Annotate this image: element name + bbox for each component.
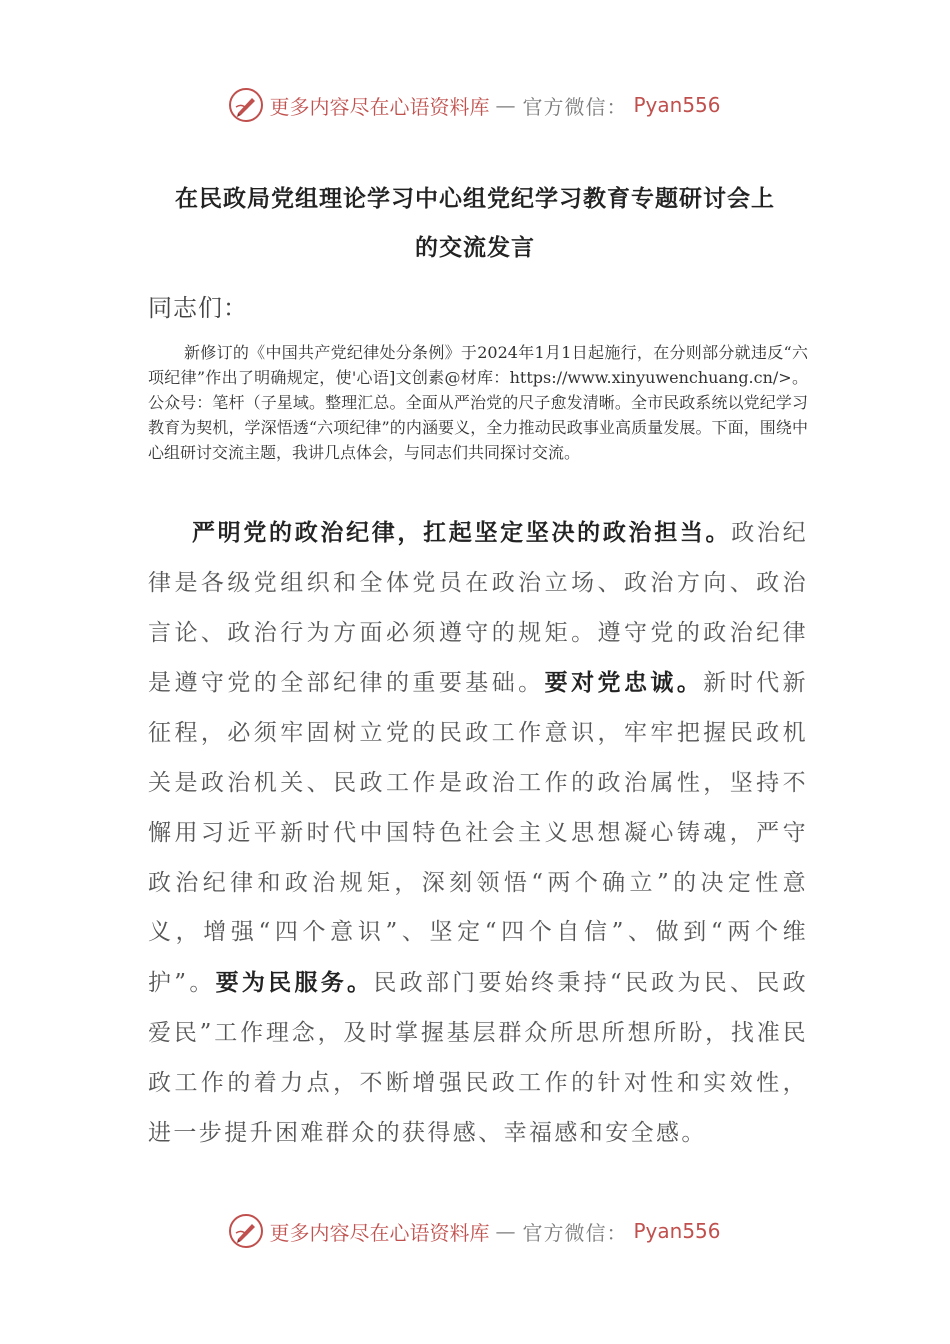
greeting: 同志们： bbox=[148, 294, 248, 322]
body-paragraph bbox=[148, 508, 808, 1158]
section-heading: 严明党的政治纪律，扛起坚定坚决的政治担当。 bbox=[192, 519, 732, 546]
watermark-main-text: 更多内容尽在心语资料库 bbox=[269, 1220, 490, 1245]
point-heading-service: 要为民服务。 bbox=[215, 969, 374, 997]
watermark-wechat-id: Pyan556 bbox=[633, 1219, 721, 1243]
watermark-side-text: 官方微信： bbox=[522, 1220, 628, 1245]
pen-logo-icon bbox=[229, 1214, 263, 1248]
watermark-main-text: 更多内容尽在心语资料库 bbox=[269, 94, 490, 119]
watermark-wechat-id: Pyan556 bbox=[633, 93, 721, 117]
watermark-header bbox=[0, 82, 950, 128]
intro-paragraph: 新修订的《中国共产党纪律处分条例》于2024年1月1日起施行，在分则部分就违反“六项纪律”作出了明确规定，使'心语]文创素@材库：https://www.xinyuwenchuang.cn/>。公众号：笔杆（子星域。整理汇总。全面从严治党的尺子愈发清晰。全市民政系统以党纪学习教育为契机，学深悟透“六项纪律”的内涵要义，全力推动民政事业高质量发展。下面，围绕中心组研讨交流主题，我讲几点体会，与同志们共同探讨交流。 bbox=[148, 343, 808, 462]
pen-logo-icon bbox=[229, 88, 263, 122]
watermark-dash: — bbox=[495, 1219, 517, 1243]
watermark-dash: — bbox=[495, 93, 517, 117]
document-title-line-1: 在民政局党组理论学习中心组党纪学习教育专题研讨会上 bbox=[175, 185, 775, 212]
watermark-footer bbox=[0, 1208, 950, 1254]
point-heading-loyalty: 要对党忠诚。 bbox=[544, 669, 704, 697]
body-text-1: 政治纪律是各级党组织和全体党员在政治立场、政治方向、政治言论、政治行为方面必须遵守的规矩。遵守党的政治纪律是遵守党的全部纪律的重要基础。 bbox=[148, 520, 809, 697]
watermark-side-text: 官方微信： bbox=[522, 94, 628, 119]
body-text-3: 民政部门要始终秉持“民政为民、民政爱民”工作理念，及时掌握基层群众所思所想所盼，找准民政工作的着力点，不断增强民政工作的针对性和实效性，进一步提升困难群众的获得感、幸福感和安全感。 bbox=[148, 970, 808, 1146]
document-title-line-2: 的交流发言 bbox=[415, 234, 535, 261]
body-text-2: 新时代新征程，必须牢固树立党的民政工作意识，牢牢把握民政机关是政治机关、民政工作是政治工作的政治属性，坚持不懈用习近平新时代中国特色社会主义思想凝心铸魂，严守政治纪律和政治规矩，深刻领悟“两个确立”的决定性意义，增强“四个意识”、坚定“四个自信”、做到“两个维护”。 bbox=[148, 670, 809, 997]
